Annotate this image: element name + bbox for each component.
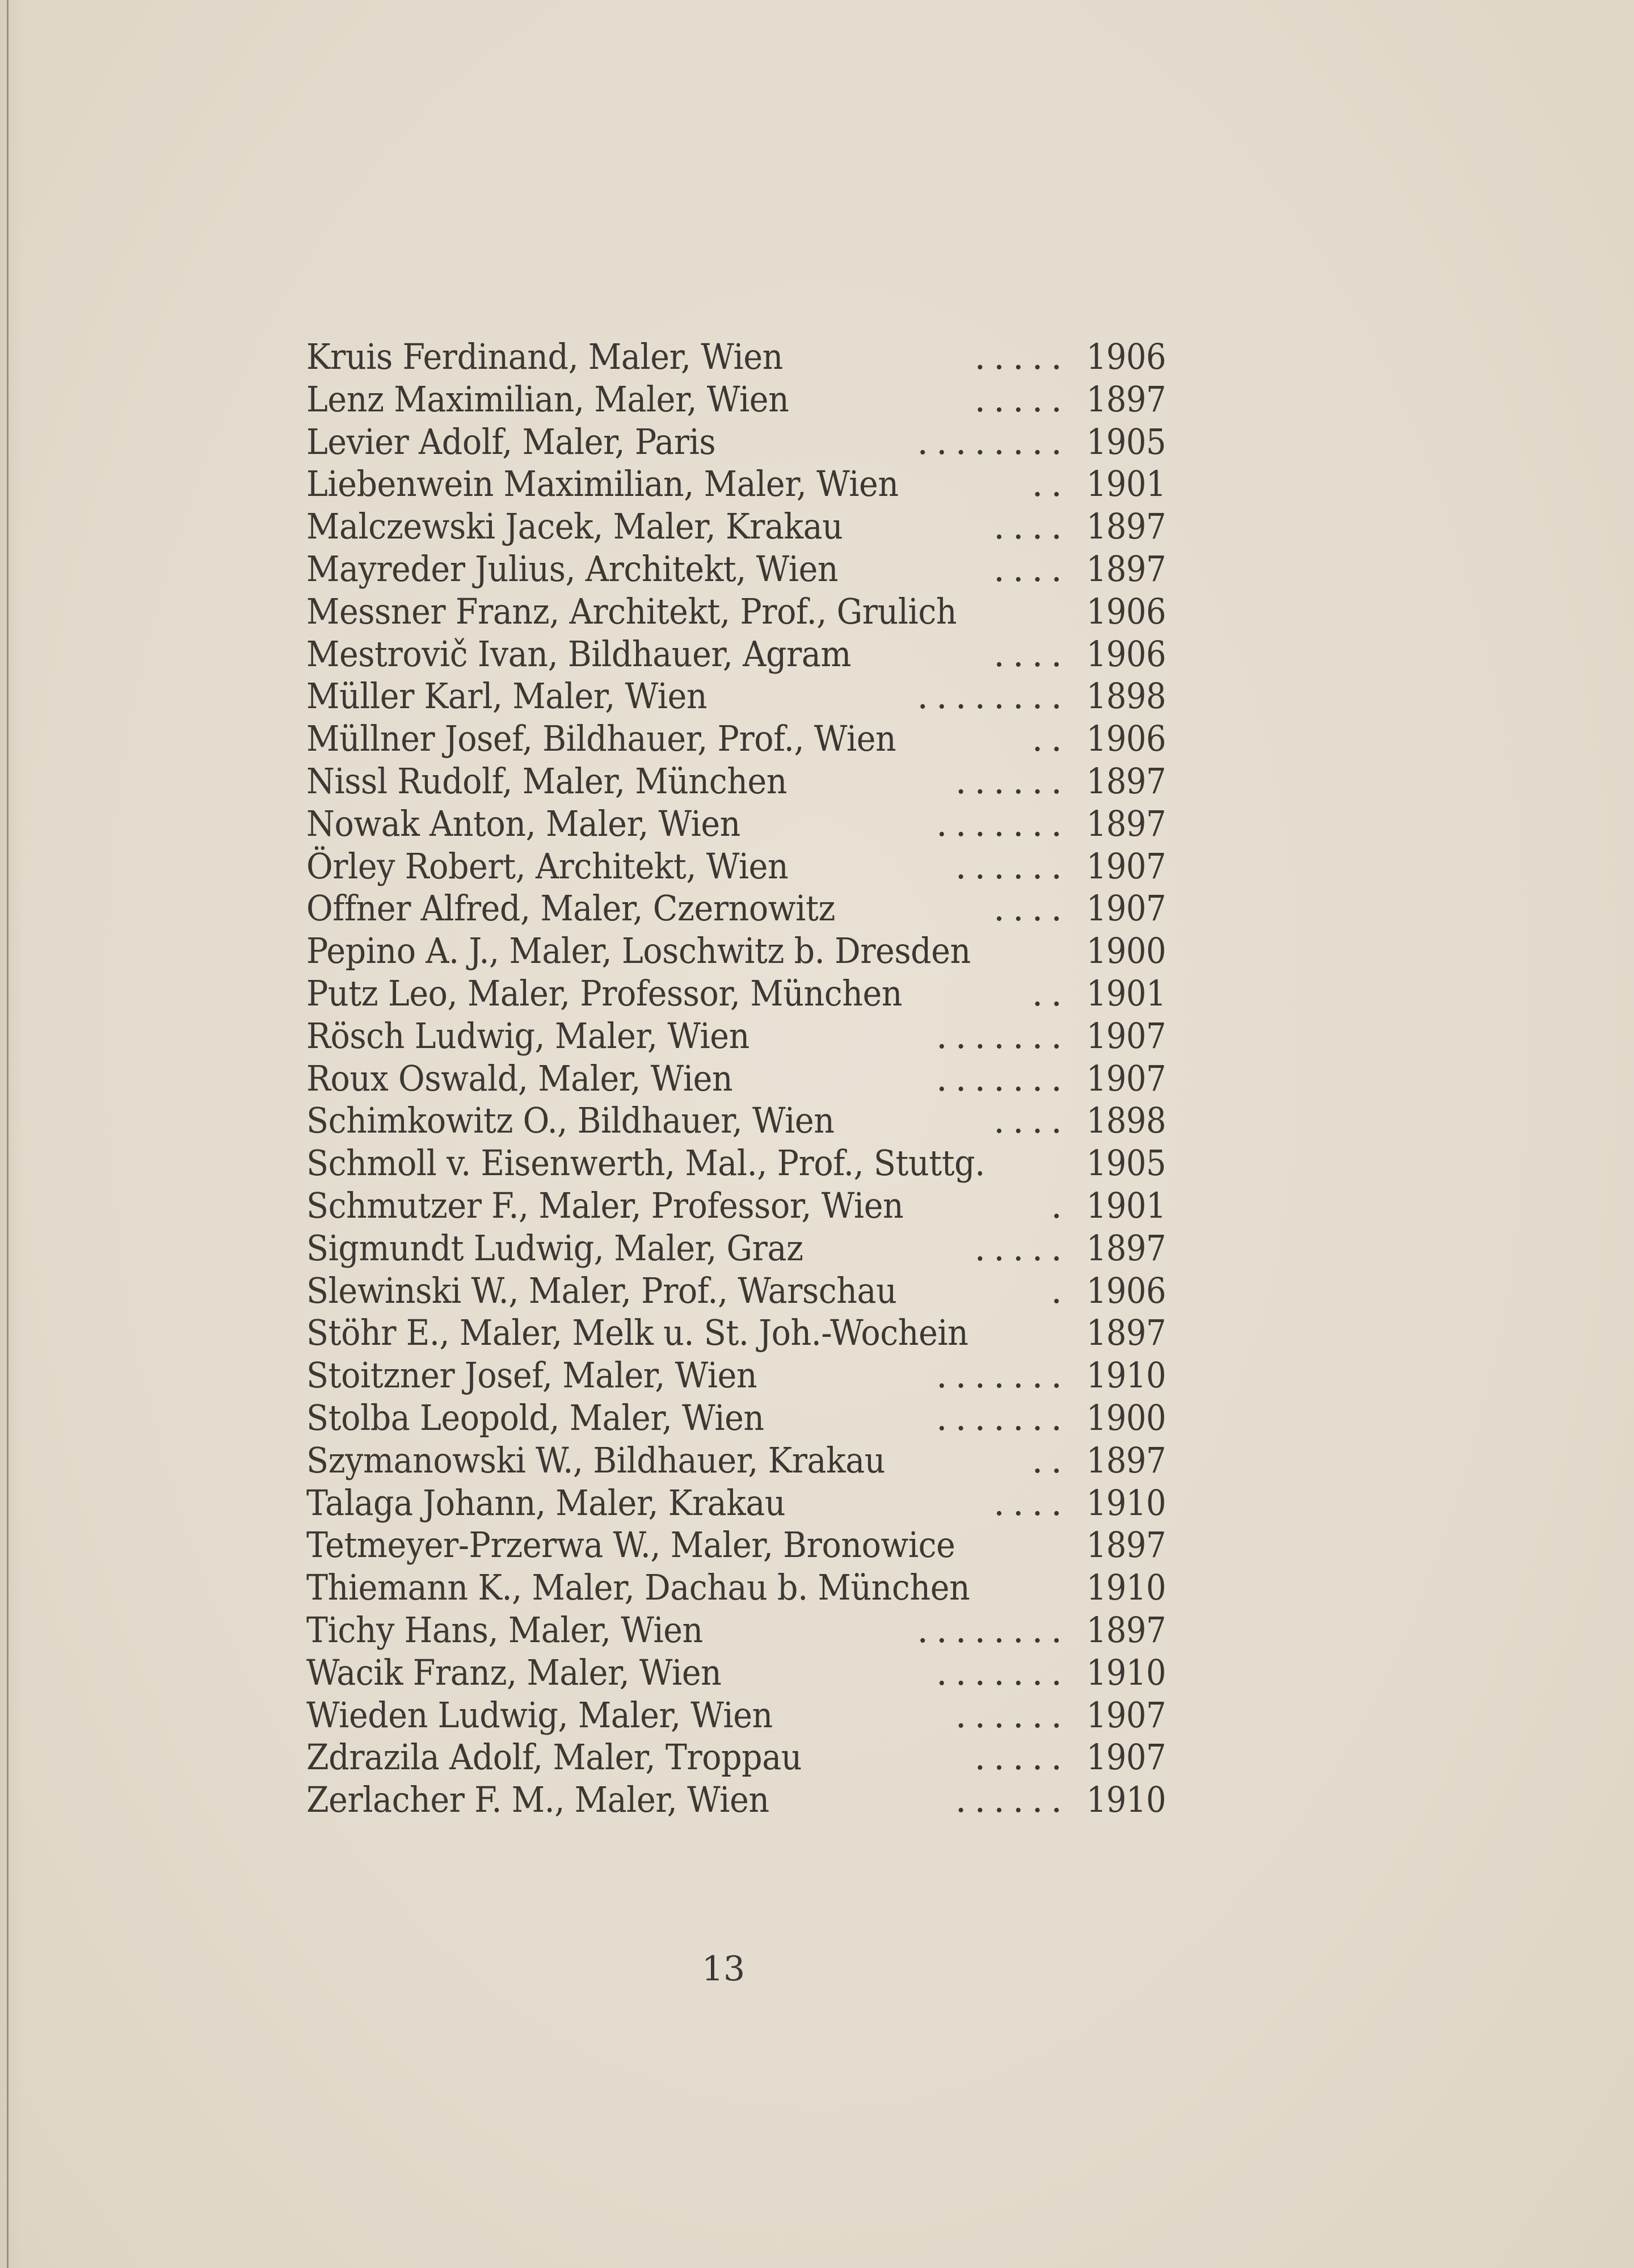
entry-year: 1897	[1086, 378, 1166, 420]
entry-year: 1905	[1086, 420, 1166, 462]
entry-year: 1901	[1086, 463, 1166, 505]
dot-leader: ....	[993, 633, 1070, 675]
entry-year: 1897	[1086, 506, 1166, 548]
entry-name: Roux Oswald, Maler, Wien	[306, 1057, 733, 1099]
list-entry	[306, 1184, 1166, 1227]
entry-year: 1906	[1086, 336, 1166, 377]
dot-leader: ......	[955, 845, 1070, 887]
list-entry	[306, 1567, 1166, 1609]
list-entry	[306, 463, 1166, 506]
entry-year: 1907	[1086, 845, 1166, 887]
dot-leader: ........	[917, 420, 1070, 462]
dot-leader: .....	[974, 336, 1070, 377]
page-number: 13	[701, 1949, 746, 1989]
list-entry	[306, 378, 1166, 421]
entry-name: Tichy Hans, Maler, Wien	[306, 1609, 703, 1651]
entry-name: Thiemann K., Maler, Dachau b. München	[306, 1567, 970, 1609]
entry-year: 1910	[1086, 1482, 1166, 1524]
list-entry	[306, 1651, 1166, 1694]
list-entry	[306, 1057, 1166, 1100]
entry-name: Szymanowski W., Bildhauer, Krakau	[306, 1439, 886, 1481]
entry-year: 1907	[1086, 1015, 1166, 1057]
entry-name: Lenz Maximilian, Maler, Wien	[306, 378, 789, 420]
entry-year: 1898	[1086, 1100, 1166, 1142]
list-entry	[306, 1396, 1166, 1440]
list-entry	[306, 633, 1166, 676]
dot-leader: .......	[936, 1015, 1070, 1057]
dot-leader: .....	[974, 378, 1070, 420]
entry-year: 1897	[1086, 802, 1166, 844]
entry-year: 1910	[1086, 1779, 1166, 1821]
entry-name: Pepino A. J., Maler, Loschwitz b. Dresden	[306, 930, 971, 972]
list-entry	[306, 420, 1166, 464]
entry-year: 1900	[1086, 1396, 1166, 1438]
list-entry	[306, 845, 1166, 888]
dot-leader: .....	[974, 1227, 1070, 1269]
entry-name: Tetmeyer-Przerwa W., Maler, Bronowice	[306, 1524, 955, 1566]
entry-name: Schimkowitz O., Bildhauer, Wien	[306, 1100, 835, 1142]
entry-year: 1897	[1086, 548, 1166, 590]
entry-name: Mayreder Julius, Architekt, Wien	[306, 548, 839, 590]
dot-leader: .	[1051, 1184, 1070, 1226]
entry-year: 1910	[1086, 1567, 1166, 1609]
entry-name: Putz Leo, Maler, Professor, München	[306, 972, 903, 1014]
entry-name: Nissl Rudolf, Maler, München	[306, 760, 787, 802]
entry-year: 1906	[1086, 633, 1166, 675]
entry-year: 1900	[1086, 930, 1166, 972]
entry-year: 1906	[1086, 590, 1166, 632]
entry-name: Zdrazila Adolf, Maler, Troppau	[306, 1736, 802, 1778]
dot-leader: ..	[1031, 718, 1070, 760]
entry-name: Kruis Ferdinand, Maler, Wien	[306, 336, 783, 377]
entry-name: Malczewski Jacek, Maler, Krakau	[306, 506, 843, 548]
entry-name: Offner Alfred, Maler, Czernowitz	[306, 887, 836, 929]
entry-name: Schmutzer F., Maler, Professor, Wien	[306, 1184, 904, 1226]
dot-leader: ....	[993, 887, 1070, 929]
list-entry	[306, 336, 1166, 378]
dot-leader: .......	[936, 802, 1070, 844]
list-entry	[306, 1524, 1166, 1567]
dot-leader: ..	[1031, 463, 1070, 505]
list-entry	[306, 675, 1166, 718]
entry-year: 1898	[1086, 675, 1166, 717]
entry-name: Müllner Josef, Bildhauer, Prof., Wien	[306, 718, 896, 760]
entry-year: 1910	[1086, 1354, 1166, 1396]
dot-leader: ....	[993, 1100, 1070, 1142]
dot-leader: .......	[936, 1057, 1070, 1099]
entry-name: Wacik Franz, Maler, Wien	[306, 1651, 722, 1693]
dot-leader: ....	[993, 506, 1070, 548]
binding-edge-line	[7, 0, 9, 2268]
entry-name: Messner Franz, Architekt, Prof., Grulich	[306, 590, 957, 632]
dot-leader: ......	[955, 1694, 1070, 1736]
list-entry	[306, 590, 1166, 633]
list-entry	[306, 1354, 1166, 1397]
entry-name: Schmoll v. Eisenwerth, Mal., Prof., Stuttg.	[306, 1142, 985, 1184]
list-entry	[306, 548, 1166, 591]
dot-leader: ....	[993, 548, 1070, 590]
list-entry	[306, 760, 1166, 803]
entry-year: 1897	[1086, 760, 1166, 802]
dot-leader: .......	[936, 1651, 1070, 1693]
list-entry	[306, 1482, 1166, 1525]
entry-year: 1901	[1086, 1184, 1166, 1226]
dot-leader: ........	[917, 675, 1070, 717]
entry-year: 1901	[1086, 972, 1166, 1014]
entry-name: Levier Adolf, Maler, Paris	[306, 420, 716, 462]
entry-year: 1907	[1086, 1736, 1166, 1778]
list-entry	[306, 506, 1166, 548]
entry-name: Liebenwein Maximilian, Maler, Wien	[306, 463, 899, 505]
entry-name: Stöhr E., Maler, Melk u. St. Joh.-Wochein	[306, 1312, 968, 1354]
list-entry	[306, 1100, 1166, 1142]
entry-name: Rösch Ludwig, Maler, Wien	[306, 1015, 749, 1057]
dot-leader: .......	[936, 1396, 1070, 1438]
binding-shadow	[0, 0, 23, 2268]
entry-name: Nowak Anton, Maler, Wien	[306, 802, 740, 844]
list-entry	[306, 1142, 1166, 1185]
entry-year: 1905	[1086, 1142, 1166, 1184]
entry-name: Slewinski W., Maler, Prof., Warschau	[306, 1269, 897, 1311]
entry-year: 1897	[1086, 1227, 1166, 1269]
entry-year: 1907	[1086, 1057, 1166, 1099]
entry-name: Örley Robert, Architekt, Wien	[306, 845, 789, 887]
list-entry	[306, 1312, 1166, 1354]
dot-leader: ..	[1031, 1439, 1070, 1481]
list-entry	[306, 1439, 1166, 1482]
list-entry	[306, 1736, 1166, 1779]
entry-name: Mestrovič Ivan, Bildhauer, Agram	[306, 633, 852, 675]
entry-year: 1907	[1086, 887, 1166, 929]
list-entry	[306, 1227, 1166, 1270]
list-entry	[306, 930, 1166, 973]
dot-leader: .....	[974, 1736, 1070, 1778]
entry-year: 1897	[1086, 1524, 1166, 1566]
list-entry	[306, 802, 1166, 845]
entry-year: 1910	[1086, 1651, 1166, 1693]
entry-year: 1897	[1086, 1312, 1166, 1354]
entry-name: Stoitzner Josef, Maler, Wien	[306, 1354, 757, 1396]
dot-leader: ......	[955, 1779, 1070, 1821]
dot-leader: .......	[936, 1354, 1070, 1396]
list-entry	[306, 1269, 1166, 1312]
list-entry	[306, 718, 1166, 760]
dot-leader: ....	[993, 1482, 1070, 1524]
list-entry	[306, 1779, 1166, 1821]
list-entry	[306, 1694, 1166, 1737]
entry-name: Wieden Ludwig, Maler, Wien	[306, 1694, 773, 1736]
entry-name: Müller Karl, Maler, Wien	[306, 675, 707, 717]
dot-leader: ......	[955, 760, 1070, 802]
entry-name: Stolba Leopold, Maler, Wien	[306, 1396, 764, 1438]
dot-leader: .	[1051, 1269, 1070, 1311]
dot-leader: ..	[1031, 972, 1070, 1014]
entry-name: Sigmundt Ludwig, Maler, Graz	[306, 1227, 803, 1269]
entry-year: 1897	[1086, 1609, 1166, 1651]
entry-name: Zerlacher F. M., Maler, Wien	[306, 1779, 769, 1821]
entry-year: 1907	[1086, 1694, 1166, 1736]
list-entry	[306, 1609, 1166, 1652]
entry-name: Talaga Johann, Maler, Krakau	[306, 1482, 786, 1524]
list-entry	[306, 972, 1166, 1015]
entry-year: 1897	[1086, 1439, 1166, 1481]
entry-year: 1906	[1086, 1269, 1166, 1311]
list-entry	[306, 887, 1166, 930]
entry-year: 1906	[1086, 718, 1166, 760]
member-list	[306, 336, 1166, 1821]
list-entry	[306, 1015, 1166, 1058]
dot-leader: ........	[917, 1609, 1070, 1651]
